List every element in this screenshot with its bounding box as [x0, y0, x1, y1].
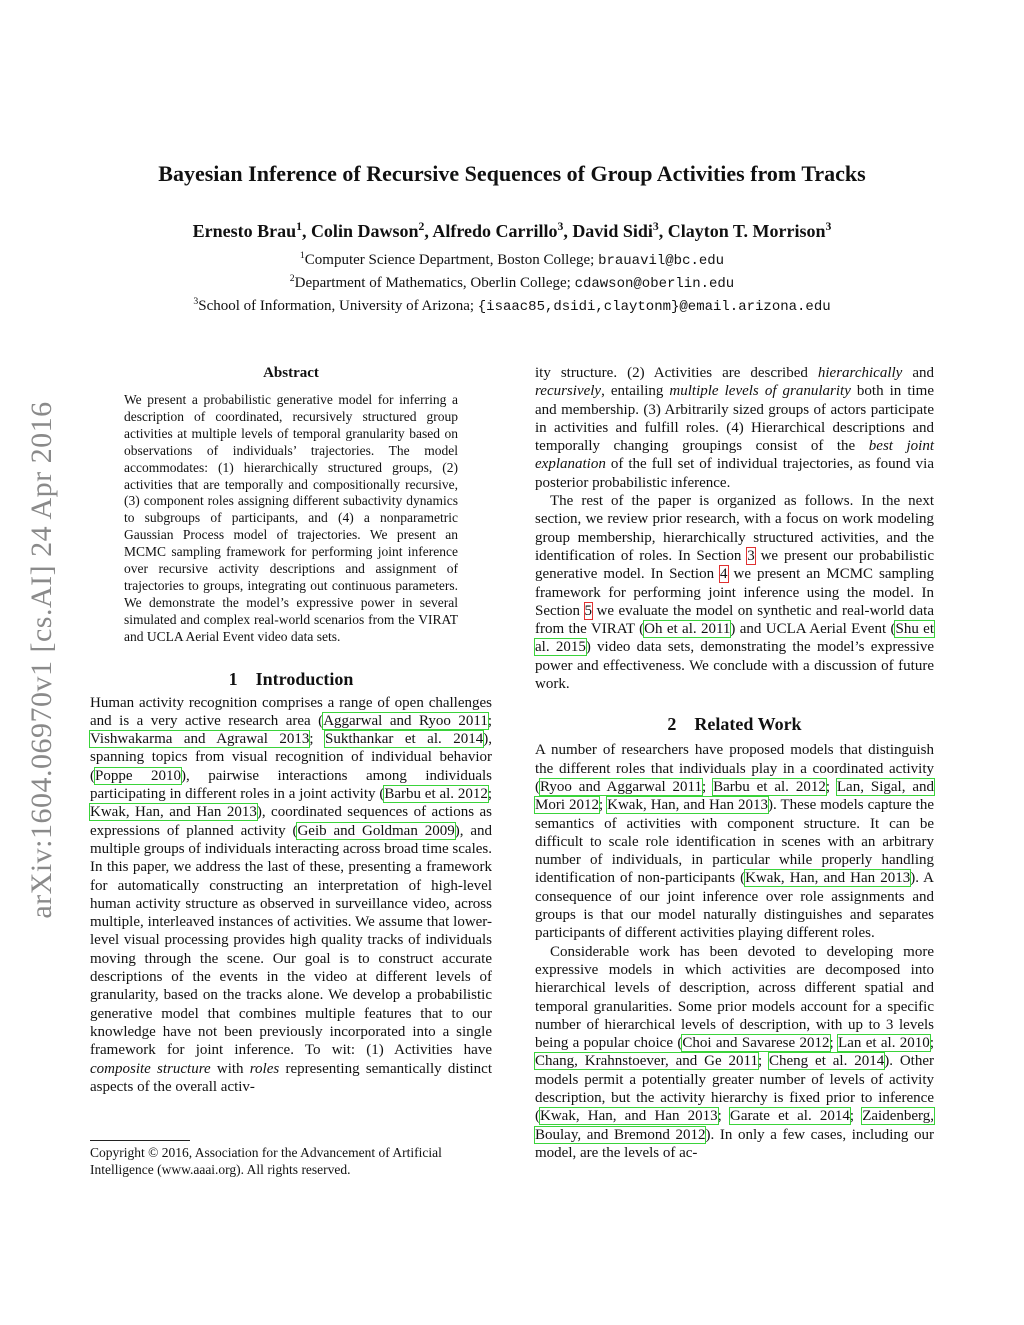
author-email[interactable]: cdawson@oberlin.edu: [574, 276, 735, 292]
author: Alfredo Carrillo$^3$,: [432, 220, 573, 241]
affiliation: $^3$School of Information, University of Arizona; {isaac85,dsidi,claytonm}@email.arizona.edu: [193, 296, 831, 315]
citation-link[interactable]: Ryoo and Aggarwal 2011: [540, 778, 703, 795]
citation-link[interactable]: Shu et al. 2015: [535, 621, 935, 656]
citation-link[interactable]: Barbu et al. 2012: [384, 786, 488, 803]
related-work-paragraph: A number of researchers have proposed models that distinguish the different roles that individuals play in a coordinated activity (Ryoo and Aggarwal 2011; Barbu et al. 2012; Lan, Sigal, and Mori 2012; Kwak, Han, and Han 2013). These models capture the semantics of activities with component structure. It can be difficult to scale role identification in scenes with an arbitrary number of individuals, in particular while properly handling identification of non-participants (Kwak, Han, and Han 2013). A consequence of our joint inference over role assignments and groups is that our model naturally distinguishes and separates participants of different activities playing different roles.: [535, 742, 935, 942]
citation-link[interactable]: Kwak, Han, and Han 2013: [607, 797, 769, 814]
related-work-paragraph: Considerable work has been devoted to developing more expressive models in which activities are decomposed into hierarchical levels of description, across different spatial and temporal granularities. Some prior models account for a specific number of hierarchical levels of description, with up to 3 levels being a popular choice (Choi and Savarese 2012; Lan et al. 2010; Chang, Krahnstoever, and Ge 2011; Cheng et al. 2014). Other models permit a potentially greater number of levels of activity description, but the activity hierarchy is fixed prior to inference (Kwak, Han, and Han 2013; Garate et al. 2014; Zaidenberg, Boulay, and Bremond 2012). In only a few cases, including our model, are the levels of ac-: [535, 943, 935, 1161]
section-heading-introduction: 1 Introduction: [228, 668, 354, 689]
citation-link[interactable]: Barbu et al. 2012: [713, 778, 826, 795]
affiliation-list: [80, 249, 944, 318]
author-email[interactable]: brauavil@bc.edu: [598, 253, 725, 269]
citation-link[interactable]: Lan et al. 2010: [838, 1035, 930, 1052]
citation-link[interactable]: Garate et al. 2014: [730, 1108, 850, 1125]
citation-link[interactable]: Oh et al. 2011: [644, 621, 731, 638]
author: David Sidi$^3$,: [572, 220, 668, 241]
citation-link[interactable]: Choi and Savarese 2012: [682, 1035, 830, 1052]
citation-link[interactable]: Lan, Sigal, and Mori 2012: [535, 778, 934, 814]
citation-link[interactable]: Sukthankar et al. 2014: [325, 731, 484, 748]
section-ref-link[interactable]: 4: [720, 566, 728, 583]
citation-link[interactable]: Poppe 2010: [95, 767, 181, 784]
arxiv-stamp: [22, 365, 62, 955]
copyright-symbol: ©: [148, 1145, 159, 1160]
abstract-text: We present a probabilistic generative model for inferring a description of coordinated, recursively structured group activities at multiple levels of temporal granularity based on observations of individuals’ trajectories. The model accommodates: (1) hierarchically structured groups, (2) activities that are temporally and compositionally recursive, (3) component roles assigning different subactivity dynamics to subgroups of participants, and (4) a nonparametric Gaussian Process model of trajectories. We present an MCMC sampling framework for performing joint inference over recursive activity descriptions and assignment of trajectories to groups, integrating out continuous parameters. We demonstrate the model’s expressive power in several simulated and complex real-world scenarios from the VIRAT and UCLA Aerial Event video data sets.: [124, 392, 458, 644]
citation-link[interactable]: Chang, Krahnstoever, and Ge 2011: [535, 1053, 758, 1070]
intro-paragraph: The rest of the paper is organized as follows. In the next section, we review prior research, with a focus on work modeling group membership, hierarchically structured activities, and the identification of roles. In Section 3 we present our probabilistic generative model. In Section 4 we present an MCMC sampling framework for performing joint inference using the model. In Section 5 we evaluate the model on synthetic and real-world data from the VIRAT (Oh et al. 2011) and UCLA Aerial Event (Shu et al. 2015) video data sets, demonstrating the model’s expressive power and effectiveness. We conclude with a discussion of future work.: [535, 493, 935, 693]
citation-link[interactable]: Geib and Goldman 2009: [297, 822, 455, 839]
author: Ernesto Brau$^1$,: [192, 220, 311, 241]
citation-link[interactable]: Vishwakarma and Agrawal 2013: [90, 731, 310, 748]
affiliation: $^1$Computer Science Department, Boston College; brauavil@bc.edu: [299, 250, 725, 269]
citation-link[interactable]: Kwak, Han, and Han 2013: [745, 870, 911, 887]
author: Clayton T. Morrison$^3$: [667, 220, 832, 241]
citation-link[interactable]: Zaidenberg, Boulay, and Bremond 2012: [535, 1108, 935, 1143]
affiliation: $^2$Department of Mathematics, Oberlin College; cdawson@oberlin.edu: [289, 273, 735, 292]
copyright-footnote: Copyright © 2016, Association for the Advancement of Artificial Intelligence (www.aaai.org). All rights reserved.: [90, 1145, 442, 1177]
author-email[interactable]: {isaac85,dsidi,claytonm}@email.arizona.edu: [477, 299, 831, 315]
footnote-divider: [90, 1140, 190, 1141]
citation-link[interactable]: Cheng et al. 2014: [769, 1053, 885, 1070]
section-ref-link[interactable]: 5: [584, 602, 592, 619]
citation-link[interactable]: Kwak, Han, and Han 2013: [540, 1108, 718, 1125]
abstract-heading: Abstract: [263, 365, 319, 381]
left-column: [90, 364, 492, 1096]
author: Colin Dawson$^2$,: [310, 220, 433, 241]
intro-paragraph: Human activity recognition comprises a range of open challenges and is a very active research area (Aggarwal and Ryoo 2011; Vishwakarma and Agrawal 2013; Sukthankar et al. 2014), spanning topics from visual recognition of individual behavior (Poppe 2010), pairwise interactions among individuals participating in different roles in a joint activity (Barbu et al. 2012; Kwak, Han, and Han 2013), coordinated sequences of actions as expressions of planned activity (Geib and Goldman 2009), and multiple groups of individuals interacting across broad time scales. In this paper, we address the last of these, presenting a framework for automatically constructing an interpretation of high-level human activity structure as observed in surveillance video, across multiple, interleaved instances of activities. We assume that lower-level visual processing provides high quality tracks of individuals moving through the scene. Our goal is to construct accurate descriptions of the events in the video at different levels of granularity, based on the tracks alone. We develop a probabilistic generative model that combines multiple features that to our knowledge have not been previously incorporated into a single framework for joint inference. To wit: (1) Activities have composite structure with roles representing semantically distinct aspects of the overall activ-: [90, 694, 493, 1095]
section-heading-related-work: 2 Related Work: [667, 714, 802, 735]
intro-paragraph-continued: ity structure. (2) Activities are described hierarchically and recursively, entailing multiple levels of granularity both in time and membership. (3) Arbitrarily sized groups of actors participate in activities and fulfill roles. (4) Hierarchical descriptions and temporally changing groupings consist of the best joint explanation of the full set of individual trajectories, as found via posterior probabilistic inference.: [535, 365, 934, 491]
citation-link[interactable]: Kwak, Han, and Han 2013: [90, 804, 257, 821]
citation-link[interactable]: Aggarwal and Ryoo 2011: [323, 712, 488, 729]
arxiv-stamp-text: arXiv:1604.06970v1 [cs.AI] 24 Apr 2016: [25, 401, 58, 919]
author-list: [80, 218, 944, 244]
right-column: [535, 364, 934, 1162]
section-ref-link[interactable]: 3: [747, 547, 755, 564]
paper-title: Bayesian Inference of Recursive Sequences of Group Activities from Tracks: [158, 161, 866, 186]
